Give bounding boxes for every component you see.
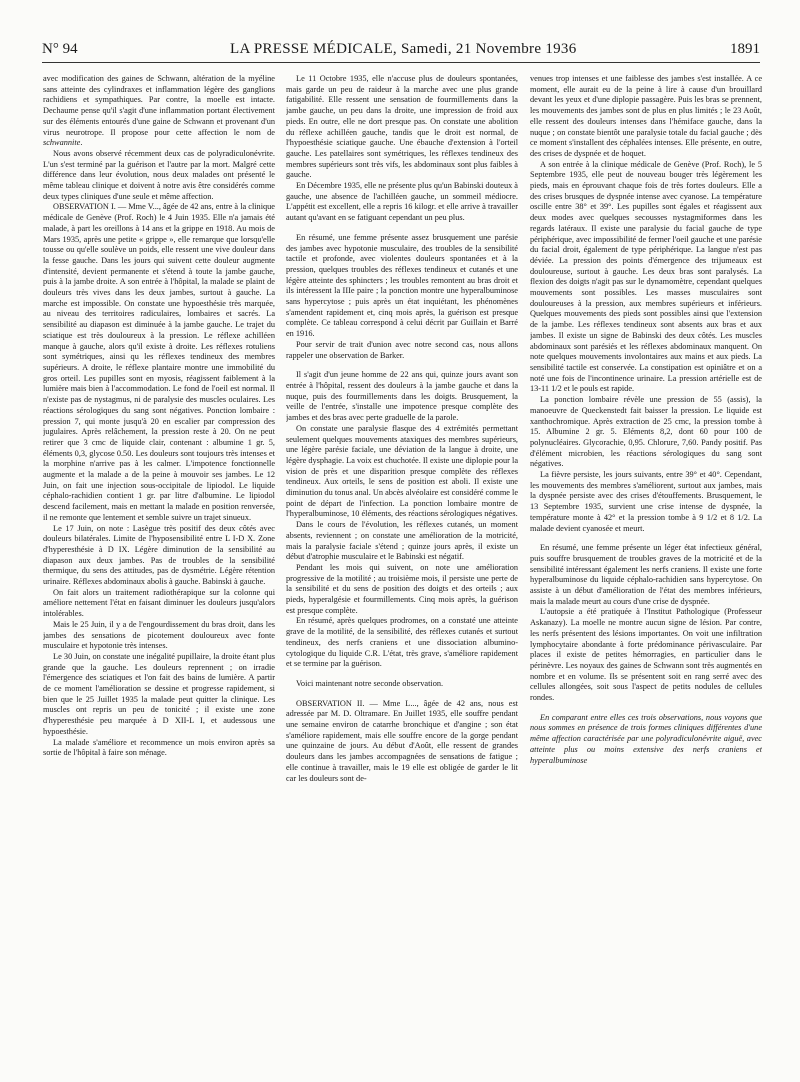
issue-date: Samedi, 21 Novembre 1936 (401, 41, 577, 57)
text-column-2 (286, 74, 518, 1074)
paragraph: En Décembre 1935, elle ne présente plus qu'un Babinski douteux à gauche, une absence de l'achilléen gauche, un sommeil médiocre. L'appétit est excellent, elle a repris 16 kilogr. et elle arrive à travailler autant qu'avant en se fatiguant cependant un peu plus. (286, 181, 518, 223)
paragraph: OBSERVATION II. — Mme L..., âgée de 42 ans, nous est adressée par M. D. Oltramare. En Juillet 1935, elle souffre pendant une semaine environ de catarrhe bronchique et d'angine ; son état s'améliore rapidement, mais elle souffre encore de la gorge pendant une quinzaine de jours. Au début d'Août, elle ressent de grandes douleurs dans les jambes accompagnées de sensations de fatigue ; elle continue à travailler, mais le 19 elle est obligée de garder le lit car les douleurs sont de- (286, 698, 518, 783)
paragraph: On constate une paralysie flasque des 4 extrémités permettant seulement quelques mouvements ataxiques des membres supérieurs, une légère parésie faciale, une déviation de la langue à droite, une légère dysphagie. La voix est chuchotée. Il existe une diplopie pour la vision de près et une disparition presque complète des réflexes tendineux. Aux orteils, le sens de position est aboli. Il existe une diminution du tonus anal. Un abcès alvéolaire est considéré comme le point de départ de l'infection. La ponction lombaire montre de l'hyperalbuminose, 10 éléments, des réactions sérologiques négatives. (286, 423, 518, 519)
page-header (42, 38, 760, 63)
issue-number: N° 94 (42, 41, 78, 57)
paragraph: L'autopsie a été pratiquée à l'Institut Pathologique (Professeur Askanazy). La moelle ne montre aucun signe de lésion. Par contre, les nerfs présentent des lésions importantes. On voit une infiltration lymphocytaire abondante à forte prédominance périvasculaire. Par places il existe de petites hémorragies, en particulier dans le périnèvre. Les noyaux des gaines de Schwann sont très augmentés en nombre et en volume. Ils se présentent soit en rang serré avec des cellules allongées, soit sous l'aspect de petits nodules de cellules rondes. (530, 607, 762, 703)
paragraph: Le 30 Juin, on constate une inégalité pupillaire, la droite étant plus grande que la gauche. Les douleurs reprennent ; on irradie l'émergence des sciatiques et l'on fait des bains de lumière. A partir de ce moment l'amélioration se dessine et progresse rapidement, si bien que le 25 Juillet 1935 la malade peut quitter la clinique. Les muscles ont repris un peu de tonicité ; il existe une zone d'hyperesthésie peu marquée à D XII-L I, et audessous une hypoesthésie. (43, 651, 275, 736)
paragraph: Mais le 25 Juin, il y a de l'engourdissement du bras droit, dans les jambes des sensations de picotement douloureux avec fonte musculaire et hypotonie très intenses. (43, 619, 275, 651)
paragraph: A son entrée à la clinique médicale de Genève (Prof. Roch), le 5 Septembre 1935, elle peut de nouveau bouger très légèrement les pieds, mais en éprouvant chaque fois de très fortes douleurs. Elle a des crises brusques de dyspnée intense avec cyanose. La température oscille entre 38° et 39°. Les pupilles sont égales et réagissent aux deux modes avec quelques secousses nystagmiformes dans les regards latéraux. Il existe une paralysie du facial gauche de type périphérique, avec impossibilité de fermer l'oeil gauche et une parésie du facial droit, également de type périphérique. La langue n'est pas déviée. La pression des points d'émergence des trijumeaux est douloureuse, surtout à gauche. Les deux bras sont paralysés. La flexion des doigts n'agit pas sur le dynamomètre, cependant quelques mouvements sont possibles. Les masses musculaires sont douloureuses à la pression, aux membres supérieurs et inférieurs. Quelques mouvements des pieds sont possibles ainsi que l'extension de la jambe. Les réflexes tendineux sont absents aux bras et aux jambes. Il existe un signe de Babinski des deux côtés. Les muscles abdominaux sont parésiés et les réflexes abdominaux manquent. On note quelques mouvements involontaires aux mains et aux pieds. La sensibilité tactile est conservée. La constipation est opiniâtre et on a noté une fois de l'incontinence urinaire. La pression artérielle est de 13-11 1/2 et le pouls est rapide. (530, 159, 762, 394)
paragraph: Nous avons observé récemment deux cas de polyradiculonévrite. L'un s'est terminé par la guérison et l'autre par la mort. Malgré cette différence dans leur évolution, nous deux malades ont présenté le même tableau clinique et doivent à notre avis être considérés comme deux types cliniques d'une seule et même affection. (43, 148, 275, 201)
paragraph: OBSERVATION I. — Mme V..., âgée de 42 ans, entre à la clinique médicale de Genève (Prof. Roch) le 4 Juin 1935. Elle n'a jamais été malade, à part les oreillons à 14 ans et la grippe en 1918. Au mois de Mars 1935, après une petite « grippe », elle remarque que lorsqu'elle tousse ou qu'elle soulève un poids, elle ressent une vive douleur dans la fesse gauche. Dans les jours qui suivent cette douleur augmente d'intensité, devient permanente et s'étend à toute la jambe gauche, puis à la jambe droite. A son entrée à l'hôpital, la malade se plaint de douleurs très vives dans les deux jambes, surtout à gauche. La marche est impossible. On constate une hypoesthésie très marquée, au niveau des territoires radiculaires, lombaires et sacrés. La sensibilité au diapason est diminuée à la jambe gauche. Le trajet du sciatique est très douloureux à la pression. Le réflexe achilléen manque à gauche, alors qu'il existe à droite. Les réflexes rotuliens sont symétriques, ainsi qu les réflexes tendineux des membres supérieurs. A droite, le réflexe plantaire montre une immobilité du gros orteil. Les pupilles sont en myosis, réagissent faiblement à la lumière mais bien à l'accommodation. Le fond de l'oeil est normal. Il n'existe pas de nystagmus, ni de paralysie des muscles oculaires. Les réactions sérologiques du sang sont négatives. Ponction lombaire : pression 7, qui monte jusqu'à 20 en escalier par compression des jugulaires. Après relâchement, la pression reste à 20. On ne peut retirer que 3 cmc de liquide clair, contenant : albumine 1 gr. 5, éléments 0,3, glycose 0.50. Les douleurs sont toujours très intenses et la morphine n'arrive pas à les calmer. L'impotence fonctionnelle augmente et la malade a de la peine à mouvoir ses jambes. Le 12 Juin, on fait une injection sous-occipitale de lipiodol. Le liquide céphalo-rachidien contient 1 gr. par litre d'albumine. Le lipiodol descend facilement, mais en mettant la malade en position renversée, il ne remonte que lentement et semble suivre un trajet sinueux. (43, 202, 275, 522)
paragraph: La ponction lombaire révèle une pression de 55 (assis), la manoeuvre de Queckenstedt fait baisser la pression. Le liquide est xanthochromique. Après extraction de 25 cmc, la pression tombe à 15. Albumine 2 gr. 5. Eléments 8,2, dont 60 pour 100 de polynucléaires. Glycorachie, 0,95. Chlorure, 7,60. Pandy positif. Pas d'élément microbien, les réactions sérologiques du sang sont négatives. (530, 395, 762, 469)
paragraph: On fait alors un traitement radiothérapique sur la colonne qui améliore nettement l'état en faisant diminuer les douleurs jusqu'alors intolérables. (43, 587, 275, 619)
paragraph: Pour servir de trait d'union avec notre second cas, nous allons rappeler une observation de Barker. (286, 339, 518, 360)
paragraph: Le 11 Octobre 1935, elle n'accuse plus de douleurs spontanées, mais garde un peu de raideur à la marche avec une plus grande fatigabilité. Elle ressent une sensation de fourmillements dans la jambe gauche, un peu dans la droite, une impression de froid aux pieds. En outre, elle ne dort presque pas. On constate une abolition du réflexe achilléen gauche, tandis que le droit est normal, de l'hypoesthésie sciatique gauche. Une ébauche d'extension à l'orteil gauche. Les patellaires sont symétriques, les réflexes tendineux des membres supérieurs sont très vifs, les abdominaux sont plus faibles à gauche. (286, 74, 518, 180)
text-column-1 (43, 74, 275, 1074)
paragraph: En résumé, après quelques prodromes, on a constaté une atteinte grave de la motilité, de la sensibilité, des réflexes cutanés et surtout tendineux, des nerfs craniens et une dissociation albumino-cytologique du liquide C.R. L'état, très grave, s'améliore rapidement et se termine par la guérison. (286, 616, 518, 669)
running-title: LA PRESSE MÉDICALE, Samedi, 21 Novembre 1936 (230, 41, 577, 57)
paragraph: En comparant entre elles ces trois observations, nous voyons que nous sommes en présence de trois formes cliniques différentes d'une même affection caractérisée par une polyradiculonévrite aiguë, avec atteinte plus ou moins extensive des nerfs craniens et hyperalbuminose (530, 712, 762, 765)
paragraph: En résumé, une femme présente assez brusquement une parésie des jambes avec hypotonie musculaire, des troubles de la sensibilité tactile et profonde, avec violentes douleurs spontanées et à la pression, quelques troubles des réflexes tendineux et cutanés et une légère atteinte des sphincters ; les troubles remontent au bras droit et ils intéressent la IIIe paire ; la ponction montre une hyperalbuminose sans hypercytose ; puis après un état inquiétant, les phénomènes s'amendent rapidement et, cinq mois après, la guérison est presque complète. Ce tableau correspond à celui décrit par Guillain et Barré en 1916. (286, 232, 518, 339)
text-column-3 (530, 74, 762, 1074)
page-number: 1891 (730, 41, 760, 57)
paragraph: Il s'agit d'un jeune homme de 22 ans qui, quinze jours avant son entrée à l'hôpital, ressent des douleurs à la jambe gauche et dans la nuque, puis des fourmillements dans les doigts. Brusquement, la veille de l'entrée, s'installe une impotence presque complète des jambes et des bras avec perte graduelle de la parole. (286, 370, 518, 423)
paragraph: Pendant les mois qui suivent, on note une amélioration progressive de la motilité ; au troisième mois, il persiste une perte de la sensibilité et du sens de position des doigts et des orteils ; aux pieds, hyperalgésie et fourmillements. Cinq mois après, la guérison est presque complète. (286, 562, 518, 615)
paragraph: Le 17 Juin, on note : Lasègue très positif des deux côtés avec douleurs bilatérales. Limite de l'hyposensibilité entre L I-D X. Zone d'hyperesthésie à D IX. Légère diminution de la sensibilité au diapason aux deux jambes. Pas de troubles de la sensibilité thermique, du sens des attitudes, pas de dysmétrie. Légère rétention urinaire. Réflexes abdominaux abolis à gauche. Babinski à gauche. (43, 523, 275, 587)
journal-title: LA PRESSE MÉDICALE (230, 41, 393, 57)
paragraph: Dans le cours de l'évolution, les réflexes cutanés, un moment absents, reviennent ; on constate une amélioration de la motricité, mais la paralysie faciale s'étend ; quinze jours après, il existe un début d'atrophie musculaire et le Babinski est négatif. (286, 520, 518, 562)
paragraph: avec modification des gaines de Schwann, altération de la myéline sans atteinte des cylindraxes et inflammation légère des ganglions rachidiens et sympathiques. Par contre, la moelle est intacte. Dechaume pense qu'il s'agit d'une inflammation portant électivement sur des éléments entourés d'une gaine de Schwann et provenant d'un virus neurotrope. Il propose pour cette affection le nom de schwannite. (43, 74, 275, 148)
paragraph: Voici maintenant notre seconde observation. (296, 678, 444, 688)
paragraph: En résumé, une femme présente un léger état infectieux général, puis souffre brusquement de troubles graves de la motricité et de la sensibilité intéressant également les nerfs craniens. Il existe une forte hyperalbuminose du liquide céphalo-rachidien sans hypercytose. On assiste à un début d'amélioration de l'état des membres inférieurs, mais la malade meurt au cours d'une crise de dyspnée. (530, 543, 762, 606)
paragraph: La malade s'améliore et recommence un mois environ après sa sortie de l'hôpital à faire son ménage. (43, 737, 275, 758)
paragraph: venues trop intenses et une faiblesse des jambes s'est installée. A ce moment, elle aurait eu de la peine à lire à cause d'un brouillard devant les yeux et d'une diplopie passagère. Puis les bras se prennent, les mouvements des jambes sont de plus en plus limités ; le 23 Août, elle ressent des douleurs intenses dans l'hémiface gauche, dans la nuque ; on constate bientôt une paralysie totale du facial gauche ; dès ce moment s'installent des céphalées intenses. Elle présente, en outre, des crises de dyspnée et de hoquet. (530, 74, 762, 158)
paragraph: La fièvre persiste, les jours suivants, entre 39° et 40°. Cependant, les mouvements des membres s'améliorent, surtout aux jambes, mais la dyspnée persiste avec des crises d'étouffements. Brusquement, le 13 Septembre 1935, survient une crise intense de dyspnée, la température monte à 42° et la pression tombe à 9 1/2 et 8 1/2. La malade devient cyanosée et meurt. (530, 470, 762, 533)
